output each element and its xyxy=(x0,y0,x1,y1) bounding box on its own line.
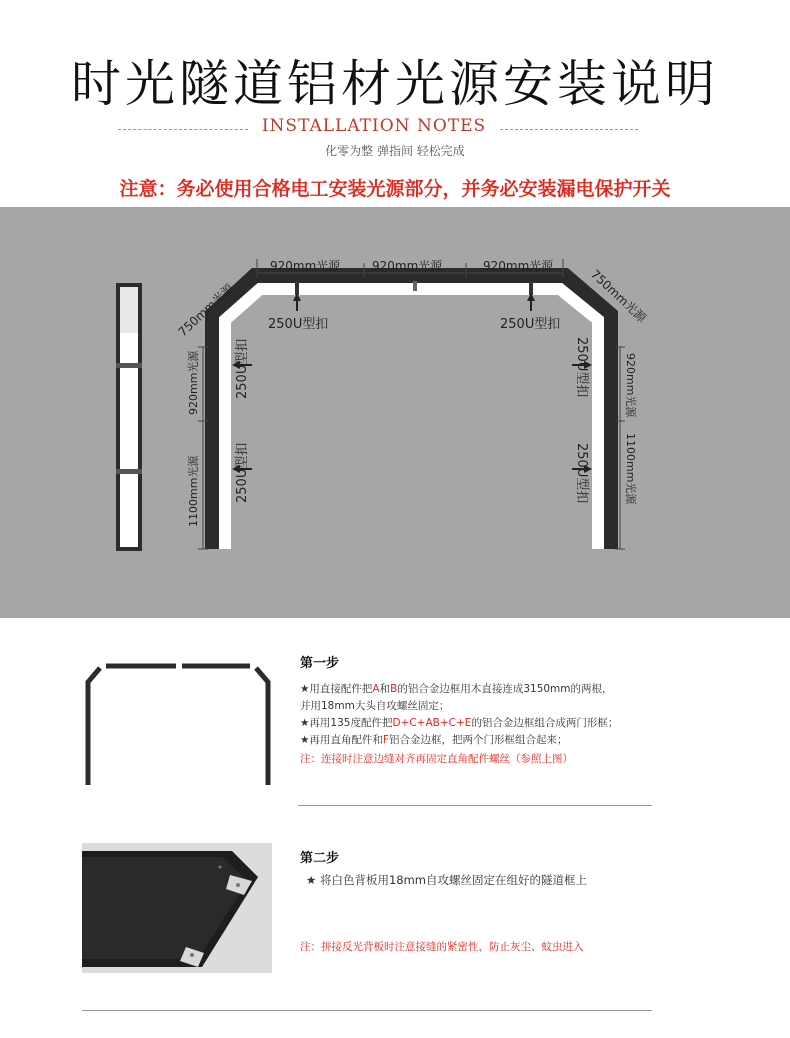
page-title: 时光隧道铝材光源安装说明 xyxy=(71,55,719,113)
top-label-3: 920mm光源 xyxy=(483,259,554,273)
step1-line-1: ★用直接配件把A和B的铝合金边框用木直接连成3150mm的两根， xyxy=(300,683,613,695)
joint-marker xyxy=(413,281,417,291)
right-label-lower: 1100mm光源 xyxy=(624,433,637,505)
step2-line: ★ 将白色背板用18mm自攻螺丝固定在组好的隧道框上 xyxy=(306,873,588,887)
top-label-1: 920mm光源 xyxy=(270,259,341,273)
left-label-lower: 1100mm光源 xyxy=(187,455,200,527)
left-label-upper: 920mm光源 xyxy=(187,350,200,415)
divider-dashed-left xyxy=(118,129,248,130)
backplate-illustration xyxy=(82,843,272,973)
diag-label-right: 750mm光源 xyxy=(587,266,649,326)
clip-label-left-upper: 250U型扣 xyxy=(235,338,250,399)
section-divider xyxy=(298,805,652,806)
right-label-upper: 920mm光源 xyxy=(624,353,637,418)
dimension-lines xyxy=(198,259,625,549)
step1-note: 注：连接时注意边缝对齐再固定直角配件螺丝（参照上图） xyxy=(300,753,573,765)
clip-label-right-lower: 250U型扣 xyxy=(574,443,589,504)
step1-frame-illustration xyxy=(82,660,282,790)
clip-label-left-lower: 250U型扣 xyxy=(235,442,250,503)
step2-title: 第二步 xyxy=(300,851,340,866)
diag-label-left: 750mm光源 xyxy=(175,281,237,340)
side-panel-profile xyxy=(116,283,142,551)
clip-arrow-top-right xyxy=(527,293,535,311)
step1-line-3: ★再用135度配件把D+C+AB+C+E的铝合金边框组合成两门形框； xyxy=(300,717,619,729)
step2-photo xyxy=(82,843,272,973)
step2-note: 注：拼接反光背板时注意接缝的紧密性，防止灰尘、蚊虫进入 xyxy=(300,941,584,953)
joint-marker xyxy=(295,281,299,295)
installation-diagram xyxy=(0,207,790,618)
joint-marker xyxy=(529,281,533,295)
bottom-divider xyxy=(82,1010,652,1011)
step1-line-2: 并用18mm大头自攻螺丝固定； xyxy=(300,700,450,712)
clip-arrow-top-left xyxy=(293,293,301,311)
clip-label-top-left: 250U型扣 xyxy=(268,317,329,332)
top-label-2: 920mm光源 xyxy=(372,259,443,273)
warning-text: 注意：务必使用合格电工安装光源部分，并务必安装漏电保护开关 xyxy=(119,178,671,200)
clip-label-top-right: 250U型扣 xyxy=(500,317,561,332)
clip-label-right-upper: 250U型扣 xyxy=(574,337,589,398)
step1-line-4: ★再用直角配件和F铝合金边框，把两个门形框组合起来； xyxy=(300,734,568,746)
step1-title: 第一步 xyxy=(300,656,340,671)
slogan: 化零为整 弹指间 轻松完成 xyxy=(325,144,465,158)
english-subtitle: INSTALLATION NOTES xyxy=(261,116,487,136)
diagram-svg xyxy=(0,207,790,618)
divider-dashed-right xyxy=(500,129,638,130)
